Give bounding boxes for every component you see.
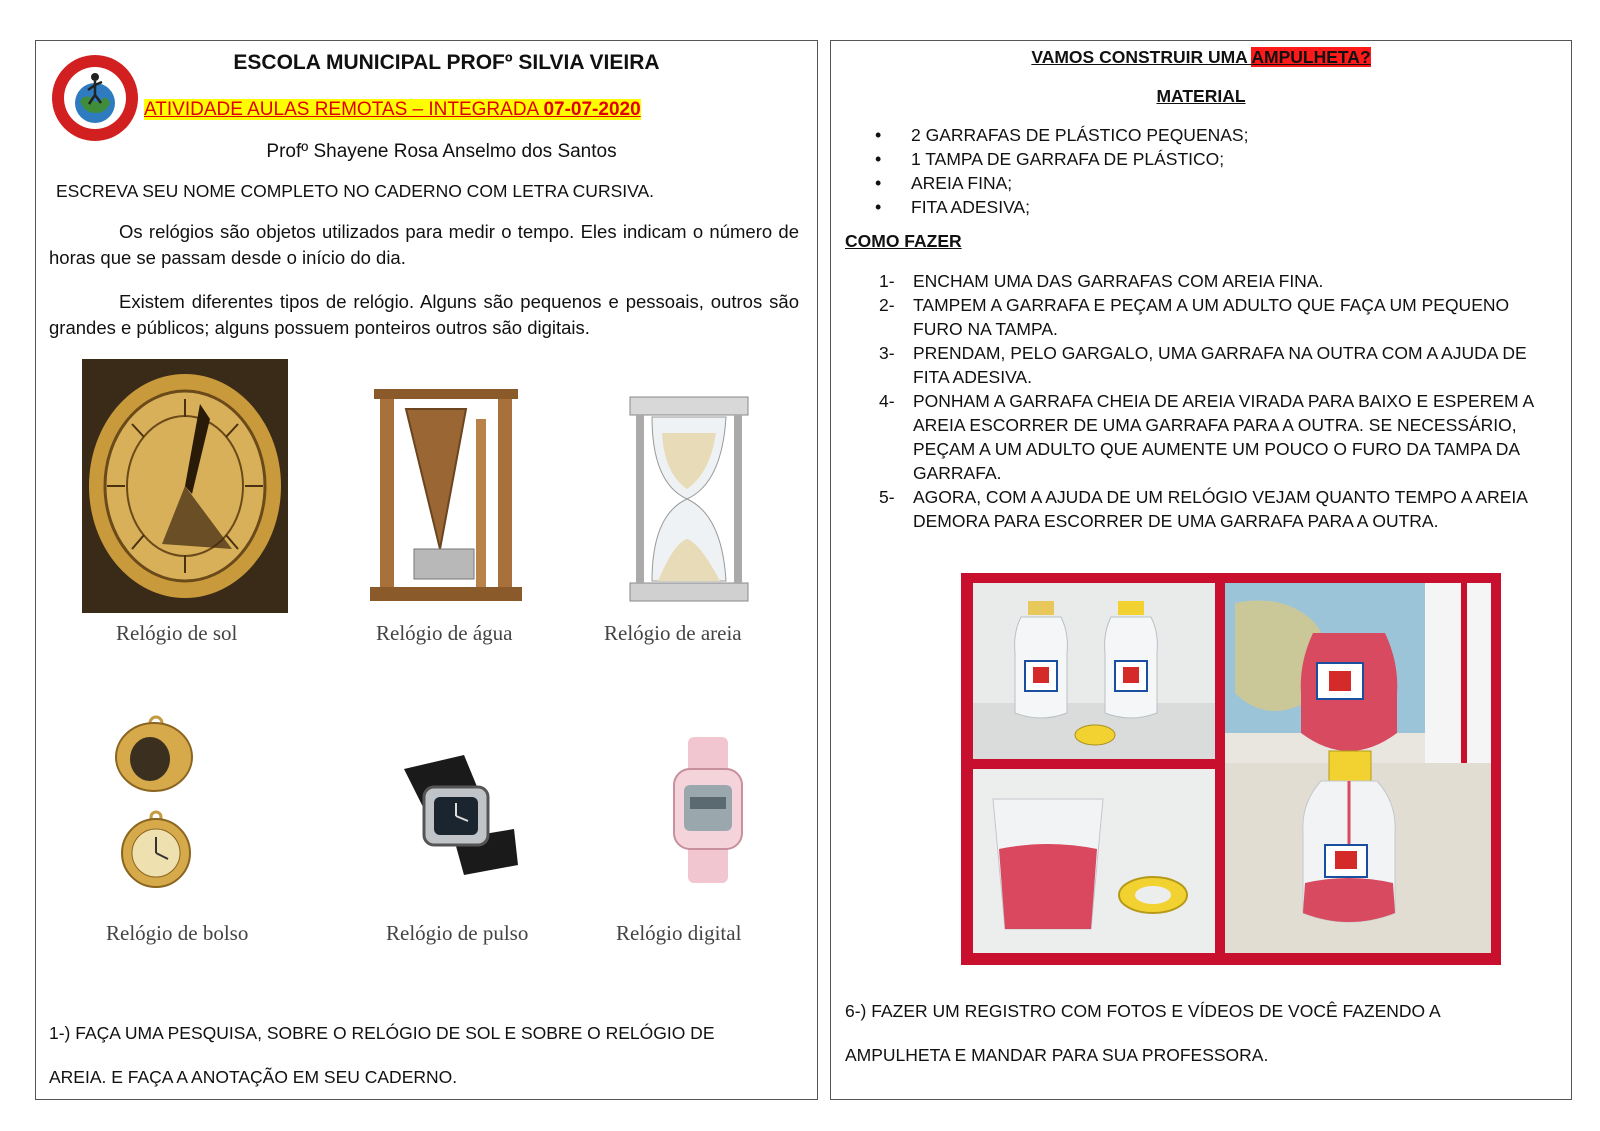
hourglass-title [831, 47, 1571, 68]
hourglass-image [624, 393, 754, 605]
activity-label: ATIVIDADE AULAS REMOTAS – INTEGRADA [144, 99, 544, 120]
caption-pocket-watch: Relógio de bolso [106, 921, 249, 945]
list-item: • AREIA FINA; [875, 171, 1248, 195]
school-title: ESCOLA MUNICIPAL PROFº SILVIA VIEIRA [233, 51, 660, 74]
question-6-line-1: 6-) FAZER UM REGISTRO COM FOTOS E VÍDEOS DE VOCÊ FAZENDO A [845, 1001, 1441, 1021]
name-instruction: ESCREVA SEU NOME COMPLETO NO CADERNO COM LETRA CURSIVA. [56, 181, 655, 201]
materials-list [875, 123, 1248, 219]
question-1 [49, 1011, 799, 1099]
question-6 [845, 989, 1555, 1077]
paragraph-clocks-intro [49, 219, 799, 271]
caption-sand-clock: Relógio de areia [604, 621, 742, 645]
steps-list [879, 269, 1559, 533]
step-number: 4- [879, 391, 895, 411]
list-item: • 1 TAMPA DE GARRAFA DE PLÁSTICO; [875, 147, 1248, 171]
title-highlight: AMPULHETA? [1251, 47, 1371, 67]
caption-sundial: Relógio de sol [116, 621, 238, 645]
paragraph-2-text: Existem diferentes tipos de relógio. Alguns são pequenos e pessoais, outros são grandes e públicos; alguns possuem ponteiros outros são digitais. [49, 291, 799, 338]
caption-wrist-watch: Relógio de pulso [386, 921, 529, 945]
step-number: 3- [879, 343, 895, 363]
teacher-name: Profº Shayene Rosa Anselmo dos Santos [266, 141, 617, 162]
title-prefix: VAMOS CONSTRUIR UMA [1031, 47, 1252, 67]
water-clock-image [366, 379, 526, 609]
sundial-image [82, 359, 288, 613]
clock-types-figure [76, 359, 811, 977]
finished-hourglass-photo [1225, 583, 1491, 953]
question-1-line-2: AREIA. E FAÇA A ANOTAÇÃO EM SEU CADERNO. [49, 1067, 458, 1087]
hourglass-photo-collage [961, 573, 1501, 965]
step-item [879, 341, 1559, 389]
material-heading: MATERIAL [1156, 86, 1246, 106]
paragraph-clock-types [49, 289, 799, 341]
step-text: ENCHAM UMA DAS GARRAFAS COM AREIA FINA. [913, 271, 1324, 291]
empty-bottles-photo [973, 583, 1215, 759]
step-text: AGORA, COM A AJUDA DE UM RELÓGIO VEJAM QUANTO TEMPO A AREIA DEMORA PARA ESCORRER DE UMA GARRAFA PARA A OUTRA. [913, 487, 1527, 531]
step-number: 5- [879, 487, 895, 507]
red-sand-cup-photo [973, 769, 1215, 953]
left-worksheet-panel [35, 40, 818, 1100]
activity-date: 07-07-2020 [543, 99, 641, 120]
step-item [879, 389, 1559, 485]
question-6-line-2: AMPULHETA E MANDAR PARA SUA PROFESSORA. [845, 1045, 1269, 1065]
how-to-heading: COMO FAZER [845, 231, 962, 251]
question-1-line-1: 1-) FAÇA UMA PESQUISA, SOBRE O RELÓGIO DE SOL E SOBRE O RELÓGIO DE [49, 1023, 715, 1043]
wrist-watch-image [394, 749, 524, 879]
digital-watch-image [666, 735, 750, 885]
step-item [879, 485, 1559, 533]
list-item: • 2 GARRAFAS DE PLÁSTICO PEQUENAS; [875, 123, 1248, 147]
right-worksheet-panel [830, 40, 1572, 1100]
step-number: 2- [879, 295, 895, 315]
step-text: TAMPEM A GARRAFA E PEÇAM A UM ADULTO QUE FAÇA UM PEQUENO FURO NA TAMPA. [913, 295, 1510, 339]
paragraph-1-text: Os relógios são objetos utilizados para medir o tempo. Eles indicam o número de horas que se passam desde o início do dia. [49, 221, 799, 268]
pocket-watch-image [106, 709, 216, 889]
step-text: PRENDAM, PELO GARGALO, UMA GARRAFA NA OUTRA COM A AJUDA DE FITA ADESIVA. [913, 343, 1527, 387]
step-item [879, 269, 1559, 293]
caption-digital-watch: Relógio digital [616, 921, 742, 945]
caption-water-clock: Relógio de água [376, 621, 513, 645]
step-item [879, 293, 1559, 341]
list-item: • FITA ADESIVA; [875, 195, 1248, 219]
step-text: PONHAM A GARRAFA CHEIA DE AREIA VIRADA PARA BAIXO E ESPEREM A AREIA ESCORRER DE UMA GARRAFA PARA A OUTRA. SE NECESSÁRIO, PEÇAM A UM ADULTO QUE AUMENTE UM POUCO O FURO DA TAMPA DA GARRAFA. [913, 391, 1534, 483]
step-number: 1- [879, 271, 895, 291]
activity-heading [144, 99, 641, 121]
